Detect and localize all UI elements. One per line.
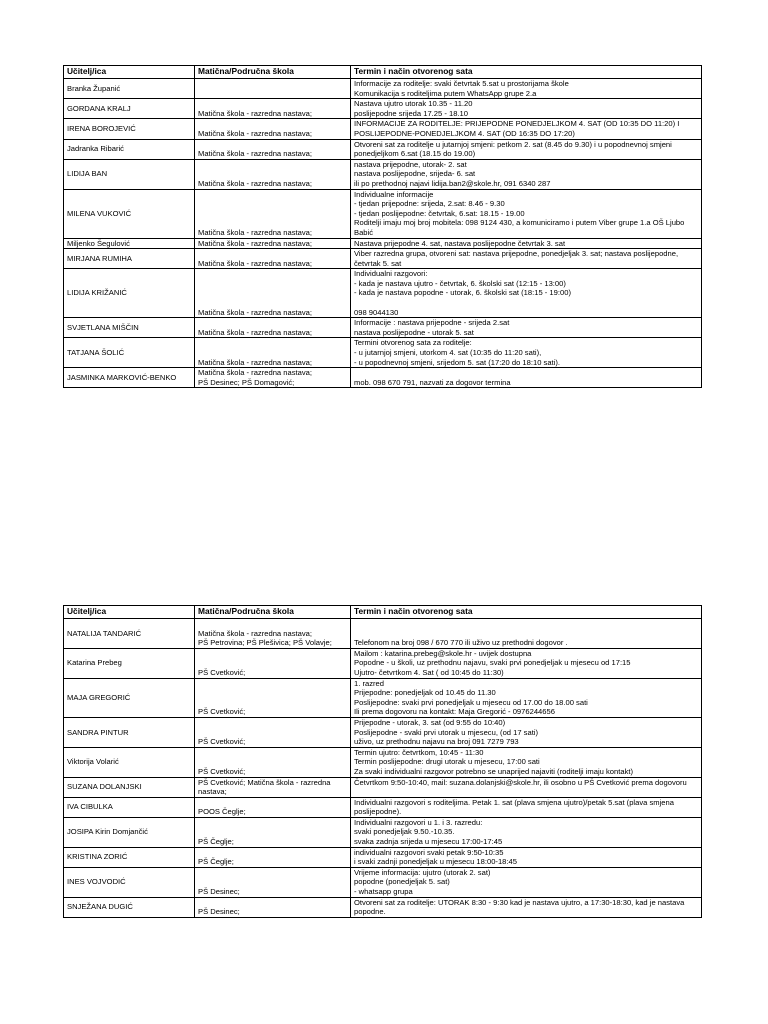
table-row xyxy=(64,249,702,269)
school-cell: Matična škola - razredna nastava; PŠ Desinec; PŠ Domagović; xyxy=(195,368,351,388)
school-cell: PŠ Cvetković; xyxy=(195,717,351,747)
schedule-info-cell: Individualne informacije - tjedan prijepodne: srijeda, 2.sat: 8.46 - 9.30 - tjedan poslijepodne: četvrtak, 6.sat: 18.15 - 19.00 Roditelji imaju moj broj mobitela: 098 9124 430, a komuniciramo i putem Viber grupe 1.a OŠ Ljubo Babić xyxy=(351,189,702,238)
schedule-info-cell: Vrijeme informacija: ujutro (utorak 2. sat) popodne (ponedjeljak 5. sat) - whatsapp grupa xyxy=(351,867,702,897)
table-row xyxy=(64,777,702,797)
header-schedule: Termin i način otvorenog sata xyxy=(351,606,702,619)
table-row xyxy=(64,79,702,99)
teacher-name-cell: SANDRA PINTUR xyxy=(64,717,195,747)
teacher-name-cell: NATALIJA TANDARIĆ xyxy=(64,619,195,649)
schedule-info-cell: individualni razgovori svaki petak 9:50-10:35 i svaki zadnji ponedjeljak u mjesecu 18:00-18:45 xyxy=(351,847,702,867)
teacher-name-cell: KRISTINA ZORIĆ xyxy=(64,847,195,867)
school-cell: Matična škola - razredna nastava; xyxy=(195,338,351,368)
schedule-info-cell: Individualni razgovori: - kada je nastava ujutro - četvrtak, 6. školski sat (12:15 - 13:00) - kada je nastava popodne - utorak, 6. školski sat (18:15 - 19:00) 098 9044130 xyxy=(351,269,702,318)
school-cell: Matična škola - razredna nastava; xyxy=(195,99,351,119)
schedule-info-cell: Individualni razgovori u 1. i 3. razredu: svaki ponedjeljak 9.50.-10.35. svaka zadnja srijeda u mjesecu 17:00-17:45 xyxy=(351,817,702,847)
school-cell: PŠ Cvetković; Matična škola - razredna nastava; xyxy=(195,777,351,797)
header-teacher: Učitelj/ica xyxy=(64,606,195,619)
schedule-info-cell: Termin ujutro: četvrtkom, 10:45 - 11:30 Termin poslijepodne: drugi utorak u mjesecu, 17:00 sati Za svaki individualni razgovor potrebno se unaprijed najaviti (roditelji imaju kontakt) xyxy=(351,747,702,777)
schedule-info-cell: Termini otvorenog sata za roditelje: - u jutarnjoj smjeni, utorkom 4. sat (10:35 do 11:20 sati), - u popodnevnoj smjeni, srijedom 5. sat (17:20 do 18:10 sati). xyxy=(351,338,702,368)
table-row xyxy=(64,269,702,318)
schedule-info-cell: 1. razred Prijepodne: ponedjeljak od 10.45 do 11.30 Poslijepodne: svaki prvi ponedjeljak u mjesecu od 17.00 do 18.00 sati Ili prema dogovoru na kontakt: Maja Gregorić - 0976244656 xyxy=(351,678,702,717)
school-cell: PŠ Cvetković; xyxy=(195,747,351,777)
school-cell: PŠ Cvetković; xyxy=(195,678,351,717)
teacher-name-cell: MILENA VUKOVIĆ xyxy=(64,189,195,238)
table-row xyxy=(64,648,702,678)
school-cell: PŠ Cvetković; xyxy=(195,648,351,678)
teacher-name-cell: Miljenko Šegulović xyxy=(64,238,195,249)
table-header-row xyxy=(64,66,702,79)
teacher-name-cell: LIDIJA BAN xyxy=(64,159,195,189)
school-cell: Matična škola - razredna nastava; xyxy=(195,119,351,139)
school-cell: Matična škola - razredna nastava; xyxy=(195,159,351,189)
teacher-schedule-table-2 xyxy=(63,605,702,918)
schedule-info-cell: Nastava ujutro utorak 10.35 - 11.20 poslijepodne srijeda 17.25 - 18.10 xyxy=(351,99,702,119)
schedule-info-cell: Otvoreni sat za roditelje u jutarnjoj smjeni: petkom 2. sat (8.45 do 9.30) i u popodnevnoj smjeni ponedjeljkom 6.sat (18.15 do 19.00) xyxy=(351,139,702,159)
table-row xyxy=(64,847,702,867)
table-row xyxy=(64,139,702,159)
school-cell: Matična škola - razredna nastava; xyxy=(195,238,351,249)
table-row xyxy=(64,747,702,777)
table-header-row xyxy=(64,606,702,619)
teacher-name-cell: MIRJANA RUMIHA xyxy=(64,249,195,269)
school-cell: PŠ Desinec; xyxy=(195,867,351,897)
schedule-info-cell: Viber razredna grupa, otvoreni sat: nastava prijepodne, ponedjeljak 3. sat; nastava poslijepodne, četvrtak 5. sat xyxy=(351,249,702,269)
schedule-info-cell: Prijepodne - utorak, 3. sat (od 9:55 do 10:40) Poslijepodne - svaki prvi utorak u mjesecu, (od 17 sati) uživo, uz prethodnu najavu na broj 091 7279 793 xyxy=(351,717,702,747)
header-schedule: Termin i način otvorenog sata xyxy=(351,66,702,79)
schedule-info-cell: INFORMACIJE ZA RODITELJE: PRIJEPODNE PONEDJELJKOM 4. SAT (OD 10:35 DO 11:20) I POSLIJEPODNE-PONEDJELJKOM 4. SAT (OD 16:35 DO 17:20) xyxy=(351,119,702,139)
teacher-name-cell: Katarina Prebeg xyxy=(64,648,195,678)
teacher-name-cell: SNJEŽANA DUGIĆ xyxy=(64,897,195,917)
table-row xyxy=(64,189,702,238)
teacher-name-cell: JOSIPA Kirin Domjančić xyxy=(64,817,195,847)
schedule-info-cell: nastava prijepodne, utorak- 2. sat nastava poslijepodne, srijeda- 6. sat ili po prethodnoj najavi lidija.ban2@skole.hr, 091 6340 287 xyxy=(351,159,702,189)
school-cell xyxy=(195,79,351,99)
teacher-name-cell: IRENA BOROJEVIĆ xyxy=(64,119,195,139)
teacher-name-cell: Branka Županić xyxy=(64,79,195,99)
table-row xyxy=(64,338,702,368)
school-cell: PŠ Desinec; xyxy=(195,897,351,917)
teacher-name-cell: INES VOJVODIĆ xyxy=(64,867,195,897)
schedule-info-cell: Individualni razgovori s roditeljima. Petak 1. sat (plava smjena ujutro)/petak 5.sat (plava smjena poslijepodne). xyxy=(351,797,702,817)
teacher-schedule-table-1 xyxy=(63,65,702,388)
schedule-info-cell: Mailom : katarina.prebeg@skole.hr - uvijek dostupna Popodne - u školi, uz prethodnu najavu, svaki prvi ponedjeljak u mjesecu od 17:15 Ujutro- četvrtkom 4. Sat ( od 10:45 do 11:30) xyxy=(351,648,702,678)
schedule-info-cell: Informacije : nastava prijepodne - srijeda 2.sat nastava poslijepodne - utorak 5. sat xyxy=(351,318,702,338)
schedule-info-cell: Telefonom na broj 098 / 670 770 ili uživo uz prethodni dogovor . xyxy=(351,619,702,649)
table-row xyxy=(64,318,702,338)
table-body xyxy=(64,619,702,918)
school-cell: Matična škola - razredna nastava; PŠ Petrovina; PŠ Plešivica; PŠ Volavje; xyxy=(195,619,351,649)
teacher-name-cell: SUZANA DOLANJSKI xyxy=(64,777,195,797)
teacher-name-cell: SVJETLANA MIŠČIN xyxy=(64,318,195,338)
table-row xyxy=(64,817,702,847)
table-row xyxy=(64,897,702,917)
teacher-name-cell: JASMINKA MARKOVIĆ-BENKO xyxy=(64,368,195,388)
table-body xyxy=(64,79,702,388)
school-cell: Matična škola - razredna nastava; xyxy=(195,249,351,269)
table-row xyxy=(64,119,702,139)
teacher-name-cell: GORDANA KRALJ xyxy=(64,99,195,119)
teacher-name-cell: Jadranka Ribarić xyxy=(64,139,195,159)
teacher-name-cell: Viktorija Volarić xyxy=(64,747,195,777)
table-row xyxy=(64,159,702,189)
teacher-name-cell: IVA CIBULKA xyxy=(64,797,195,817)
table-row xyxy=(64,717,702,747)
header-school: Matična/Područna škola xyxy=(195,66,351,79)
table-row xyxy=(64,619,702,649)
table-row xyxy=(64,238,702,249)
school-cell: POOS Čeglje; xyxy=(195,797,351,817)
schedule-info-cell: Četvrtkom 9:50-10:40, mail: suzana.dolanjski@skole.hr, ili osobno u PŠ Cvetković prema dogovoru xyxy=(351,777,702,797)
header-school: Matična/Područna škola xyxy=(195,606,351,619)
table-row xyxy=(64,368,702,388)
teacher-name-cell: LIDIJA KRIŽANIĆ xyxy=(64,269,195,318)
schedule-info-cell: mob. 098 670 791, nazvati za dogovor termina xyxy=(351,368,702,388)
teacher-name-cell: TATJANA ŠOLIĆ xyxy=(64,338,195,368)
school-cell: PŠ Čeglje; xyxy=(195,817,351,847)
school-cell: Matična škola - razredna nastava; xyxy=(195,189,351,238)
schedule-info-cell: Otvoreni sat za roditelje: UTORAK 8:30 - 9:30 kad je nastava ujutro, a 17:30-18:30, kad je nastava popodne. xyxy=(351,897,702,917)
school-cell: Matična škola - razredna nastava; xyxy=(195,139,351,159)
table-row xyxy=(64,678,702,717)
table-row xyxy=(64,797,702,817)
teacher-name-cell: MAJA GREGORIĆ xyxy=(64,678,195,717)
school-cell: Matična škola - razredna nastava; xyxy=(195,269,351,318)
school-cell: Matična škola - razredna nastava; xyxy=(195,318,351,338)
school-cell: PŠ Čeglje; xyxy=(195,847,351,867)
schedule-info-cell: Nastava prijepodne 4. sat, nastava poslijepodne četvrtak 3. sat xyxy=(351,238,702,249)
schedule-info-cell: Informacije za roditelje: svaki četvrtak 5.sat u prostorijama škole Komunikacija s roditeljima putem WhatsApp grupe 2.a xyxy=(351,79,702,99)
table-row xyxy=(64,99,702,119)
header-teacher: Učitelj/ica xyxy=(64,66,195,79)
table-row xyxy=(64,867,702,897)
